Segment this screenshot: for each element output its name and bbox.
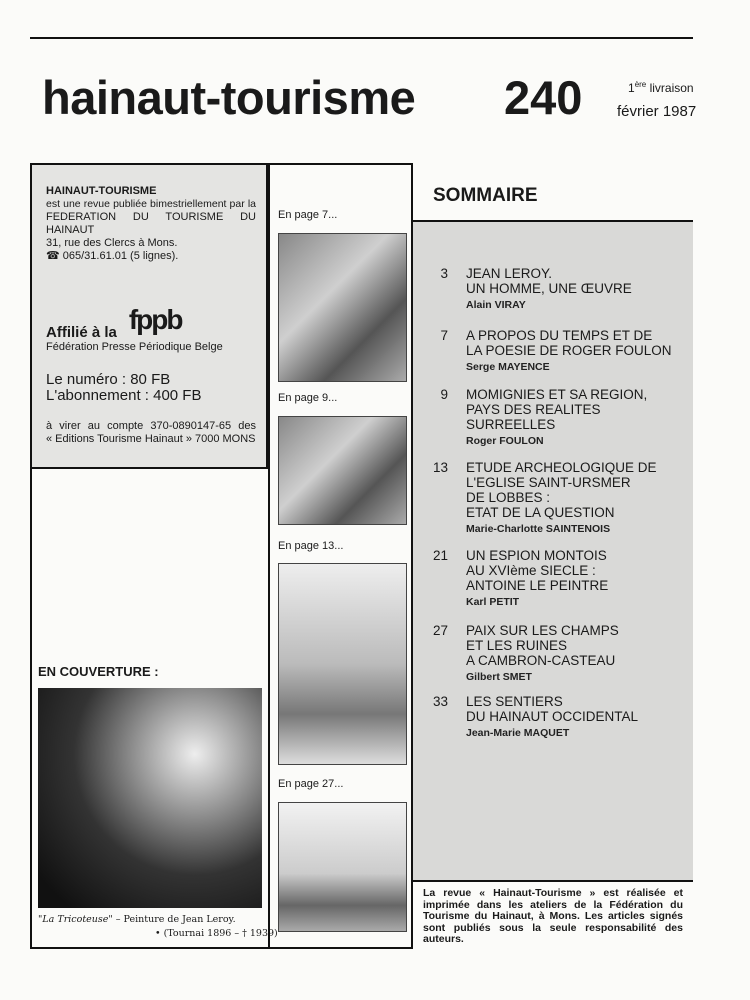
preview-label: En page 7... — [278, 209, 338, 221]
payment-line1: à virer au compte 370-0890147-65 des — [46, 420, 256, 432]
cover-caption-dates: • (Tournai 1896 – † 1939) — [155, 928, 278, 939]
sommaire-entry — [420, 387, 690, 449]
sommaire-entry — [420, 328, 690, 375]
preview-label: En page 27... — [278, 778, 344, 790]
sommaire-entry — [420, 694, 690, 741]
publisher-info-box — [30, 163, 268, 469]
publisher-line1: est une revue publiée bimestriellement par la — [46, 198, 256, 210]
entry-author: Roger FOULON — [466, 435, 544, 447]
entry-title-line: ETAT DE LA QUESTION — [466, 505, 615, 520]
entry-author: Gilbert SMET — [466, 671, 532, 683]
entry-title-line: DU HAINAUT OCCIDENTAL — [466, 709, 639, 724]
publication-note: La revue « Hainaut-Tourisme » est réalisée et imprimée dans les ateliers de la Fédération du Tourisme du Hainaut, à Mons. Les articles signés sont publiés sous la seule responsabilité des auteurs. — [413, 880, 693, 949]
delivery-num: 1 — [628, 81, 635, 95]
entry-title-line: UN HOMME, UNE ŒUVRE — [466, 281, 632, 296]
delivery-word: livraison — [646, 81, 694, 95]
publisher-address: 31, rue des Clercs à Mons. — [46, 237, 178, 249]
phone-number: 065/31.61.01 (5 lignes). — [62, 250, 179, 262]
entry-title-line: LA POESIE DE ROGER FOULON — [466, 343, 672, 358]
entry-title-line: L'EGLISE SAINT-URSMER — [466, 475, 631, 490]
sommaire-entry — [420, 266, 690, 313]
entry-page: 3 — [440, 266, 448, 281]
issue-date: février 1987 — [617, 103, 697, 120]
entry-title-line: A PROPOS DU TEMPS ET DE — [466, 328, 653, 343]
preview-photo-village — [278, 416, 407, 525]
entry-title-line: UN ESPION MONTOIS — [466, 548, 607, 563]
caption-rest: – Peinture de Jean Leroy. — [112, 914, 236, 925]
sommaire-entry — [420, 623, 690, 685]
entry-page: 9 — [440, 387, 448, 402]
entry-title-line: PAYS DES REALITES — [466, 402, 601, 417]
entry-page: 33 — [432, 694, 448, 709]
entry-author: Alain VIRAY — [466, 299, 526, 311]
publisher-line2: FEDERATION DU TOURISME DU HAINAUT — [46, 211, 256, 236]
sommaire-entry — [420, 460, 690, 537]
fppb-logo: fppb — [128, 304, 182, 335]
preview-label: En page 9... — [278, 392, 338, 404]
preview-label: En page 13... — [278, 540, 344, 552]
payment-line2: « Editions Tourisme Hainaut » 7000 MONS — [46, 433, 256, 445]
entry-title-line: ETUDE ARCHEOLOGIQUE DE — [466, 460, 657, 475]
entry-title-line: A CAMBRON-CASTEAU — [466, 653, 616, 668]
entry-author: Marie-Charlotte SAINTENOIS — [466, 523, 611, 535]
delivery-label — [628, 80, 694, 95]
entry-page: 13 — [432, 460, 448, 475]
entry-page: 7 — [440, 328, 448, 343]
entry-title-line: MOMIGNIES ET SA REGION, — [466, 387, 648, 402]
entry-title-line: DE LOBBES : — [466, 490, 551, 505]
preview-photo-chapel — [278, 802, 407, 932]
federation-name: Fédération Presse Périodique Belge — [46, 341, 223, 353]
entry-title-line: ET LES RUINES — [466, 638, 568, 653]
preview-photo-portrait — [278, 233, 407, 382]
delivery-sup: ère — [634, 80, 647, 89]
cover-caption — [38, 914, 236, 925]
sommaire-entry — [420, 548, 690, 610]
top-rule — [30, 37, 693, 39]
affiliated-label: Affilié à la — [46, 324, 117, 341]
entry-page: 27 — [432, 623, 448, 638]
cover-painting-image — [38, 688, 262, 908]
caption-title: "La Tricoteuse" — [38, 914, 113, 925]
preview-drawing-church — [278, 563, 407, 765]
sommaire-heading: SOMMAIRE — [413, 163, 693, 222]
publisher-name: HAINAUT-TOURISME — [46, 185, 157, 197]
entry-title-line: JEAN LEROY. — [466, 266, 553, 281]
entry-title-line: PAIX SUR LES CHAMPS — [466, 623, 619, 638]
entry-title-line: ANTOINE LE PEINTRE — [466, 578, 609, 593]
publisher-phone — [46, 250, 256, 263]
cover-label: EN COUVERTURE : — [38, 664, 159, 679]
price-issue: Le numéro : 80 FB — [46, 371, 171, 388]
entry-title-line: SURREELLES — [466, 417, 556, 432]
entry-page: 21 — [432, 548, 448, 563]
entry-title-line: AU XVIème SIECLE : — [466, 563, 596, 578]
issue-number: 240 — [504, 71, 583, 124]
entry-author: Serge MAYENCE — [466, 361, 550, 373]
phone-icon: ☎ — [46, 250, 63, 262]
entry-author: Jean-Marie MAQUET — [466, 727, 570, 739]
entry-title-line: LES SENTIERS — [466, 694, 563, 709]
magazine-title: hainaut-tourisme — [42, 71, 416, 124]
price-subscription: L'abonnement : 400 FB — [46, 387, 202, 404]
entry-author: Karl PETIT — [466, 596, 520, 608]
